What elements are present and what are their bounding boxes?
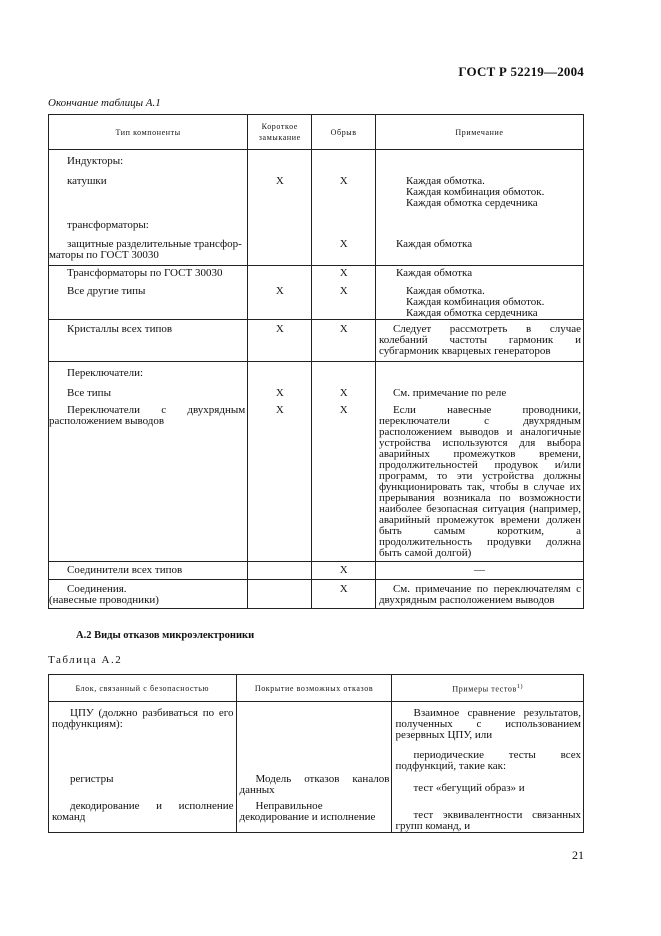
footnote-mark: 1) (516, 683, 524, 690)
table-a2-caption: Таблица А.2 (48, 654, 123, 666)
section-heading: А.2 Виды отказов микроэлектроники (76, 630, 255, 641)
coils-label: катушки (67, 175, 107, 187)
links-label: Соединения. (67, 583, 127, 595)
all-other-short-mark: Х (275, 285, 284, 297)
isolating-open-mark: Х (339, 238, 348, 250)
all-other-note-2: Каждая комбинация обмоток. (405, 296, 545, 308)
switches-twin-label: Переключатели с двухрядным расположением выводов (49, 404, 246, 427)
cpu-test-2: периодические тесты всех подфункций, такие как: (395, 749, 581, 772)
links-label-cont: (навесные проводники) (49, 594, 159, 606)
inductors-label: Индукторы: (67, 155, 124, 167)
table-row (49, 320, 584, 362)
cpu-test-1: Взаимное сравнение результатов, полученных с использованием резервных ЦПУ, или (395, 707, 581, 741)
switches-twin-note: Если навесные проводники, переключатели с двухрядным расположением выводов и аналогичные устройства используются для выбора аварийных промежутков времени, продолжительностей продувок и/или программ, то эти устройства должны функционировать так, чтобы в случае их прерывания возникала по возможности наиболее безопасная ситуация (например, аварийный промежуток времени должен быть самым коротким, а продолжительность продувки должна быть самой долгой) (378, 404, 581, 559)
isolating-note: Каждая обмотка (395, 238, 473, 250)
table-a1 (48, 114, 584, 609)
decode-label: декодирование и исполнение команд (52, 800, 234, 823)
col-fault-coverage: Покрытие возможных отказов (236, 675, 392, 702)
table-a1-caption: Окончание таблицы А.1 (48, 97, 161, 109)
isolating-transformers-label-cont: маторы по ГОСТ 30030 (49, 249, 159, 261)
switches-all-short-mark: Х (275, 387, 284, 399)
col-component-type: Тип компоненты (49, 115, 248, 150)
switches-all-note: См. примечание по реле (392, 387, 507, 399)
links-note: См. примечание по переключателям с двухрядным расположением выводов (378, 583, 581, 606)
crystals-label: Кристаллы всех типов (67, 323, 173, 335)
registers-test: тест «бегущий образ» и (413, 782, 525, 794)
switches-label: Переключатели: (67, 367, 144, 379)
table-header-row (49, 675, 584, 702)
table-a2 (48, 674, 584, 833)
connectors-open-mark: Х (339, 564, 348, 576)
gost-transformers-label: Трансформаторы по ГОСТ 30030 (67, 267, 223, 279)
table-row (49, 702, 584, 833)
decode-test: тест эквивалентности связанных групп команд, и (395, 809, 581, 832)
table-row (49, 362, 584, 562)
table-row (49, 562, 584, 580)
switches-all-open-mark: Х (339, 387, 348, 399)
cpu-label: ЦПУ (должно разбиваться по его подфункциям): (52, 707, 234, 730)
test-examples-label: Примеры тестов (452, 684, 517, 694)
coils-note-2: Каждая комбинация обмоток. (405, 186, 545, 198)
standard-number: ГОСТ Р 52219—2004 (458, 64, 584, 79)
registers-coverage: Модель отказов каналов данных (239, 773, 390, 796)
coils-open-mark: Х (339, 175, 348, 187)
coils-note-3: Каждая обмотка сердечника (405, 197, 538, 209)
all-other-open-mark: Х (339, 285, 348, 297)
table-header-row (49, 115, 584, 150)
links-open-mark: Х (339, 583, 348, 595)
switches-all-label: Все типы (67, 387, 111, 399)
crystals-note: Следует рассмотреть в случае колебаний частоты гармоник и субгармоник кварцевых генераторов (378, 323, 581, 357)
coils-short-mark: Х (275, 175, 284, 187)
table-row (49, 266, 584, 320)
page-number: 21 (572, 848, 584, 862)
col-open-circuit: Обрыв (312, 115, 376, 150)
registers-label: регистры (70, 773, 114, 785)
gost-transformers-note: Каждая обмотка (395, 267, 473, 279)
connectors-label: Соединители всех типов (67, 564, 183, 576)
isolating-transformers-label: защитные разделительные трансфор- (67, 238, 242, 250)
gost-transformers-open-mark: Х (339, 267, 348, 279)
table-row (49, 150, 584, 266)
transformers-label: трансформаторы: (67, 219, 149, 231)
coils-note-1: Каждая обмотка. (405, 175, 485, 187)
col-test-examples (392, 675, 584, 702)
switches-twin-short-mark: Х (275, 404, 284, 416)
all-other-note-3: Каждая обмотка сердечника (405, 307, 538, 319)
switches-twin-open-mark: Х (339, 404, 348, 416)
decode-coverage: Неправильное декодирование и исполнение (239, 800, 376, 823)
col-notes: Примечание (375, 115, 583, 150)
all-other-note-1: Каждая обмотка. (405, 285, 485, 297)
crystals-open-mark: Х (339, 323, 348, 335)
table-row (49, 580, 584, 609)
crystals-short-mark: Х (275, 323, 284, 335)
col-safety-block: Блок, связанный с безопасностью (49, 675, 237, 702)
col-short-circuit: Короткое замыкание (248, 115, 312, 150)
all-other-label: Все другие типы (67, 285, 146, 297)
connectors-note: — (473, 564, 485, 576)
